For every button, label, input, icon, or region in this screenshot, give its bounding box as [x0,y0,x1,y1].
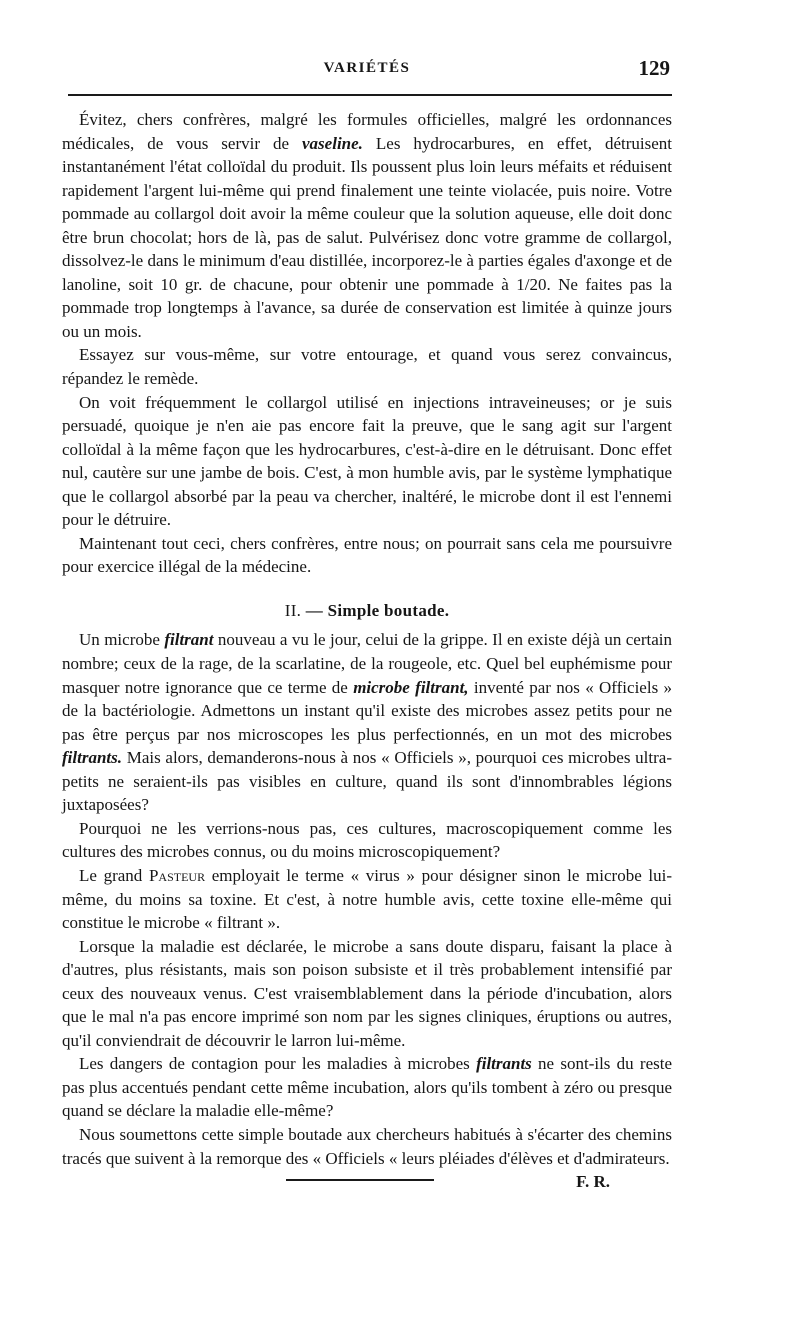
section-numeral: II. [284,600,302,620]
paragraph-text: Un microbe [79,630,165,650]
header-rule [68,94,672,96]
emphasis: vaseline. [302,133,363,153]
paragraph [62,628,672,816]
paragraph-text: Pourquoi ne les verrions-nous pas, ces cultures, macroscopiquement comme les cultures des microbes connus, ou du moins microscopiquement? [62,818,672,862]
section-title: — Simple boutade. [305,600,450,620]
paragraph [62,108,672,343]
emphasis: filtrants [476,1054,532,1074]
emphasis: filtrants. [62,748,122,768]
running-head: VARIÉTÉS [323,60,411,76]
paragraph-text: nouveau a vu le jour, celui de la grippe. Il en existe déjà un certain nombre; ceux de la rage, de la scarlatine, de la rougeole, etc. Quel bel euphémisme pour masquer notre ignorance que ce terme de [62,630,672,697]
section-heading [62,599,672,623]
paragraph-text: Évitez, chers confrères, malgré les formules officielles, malgré les ordonnances médicales, de vous servir de [62,110,672,153]
paragraph-text: employait le terme « virus » pour désigner sinon le microbe lui-même, du moins sa toxine. Et c'est, à notre humble avis, cette toxine elle-même qui constitue le microbe « filtrant ». [62,865,673,933]
paragraph [62,864,672,935]
page-number: 129 [638,56,670,80]
paragraph-text: Mais alors, demanderons-nous à nos « Officiels », pourquoi ces microbes ultra-petits ne seraient-ils pas visibles en culture, quand ils sont d'innombrables légions juxtaposées? [62,748,672,815]
paragraph-text: Les hydrocarbures, en effet, détruisent instantanément l'état colloïdal du produit. Ils poussent plus loin leurs méfaits et réduisent rapidement l'argent lui-même qui prend finalement une teinte violacée, puis noire. Votre pommade au collargol doit avoir la même couleur que la solution aqueuse, elle doit donc être brun chocolat; hors de là, pas de salut. Pulvérisez donc votre gramme de collargol, dissolvez-le dans le minimum d'eau distillée, incorporez-le à parties égales d'axonge et de lanoline, soit 10 gr. de chacune, pour obtenir une pommade à 1/20. Ne faites pas la pommade trop longtemps à l'avance, sa durée de conservation est limitée à quinze jours ou un mois. [62,133,672,341]
paragraph [62,935,672,1053]
paragraph [62,343,672,390]
article-body [62,108,672,1194]
paragraph [62,532,672,579]
paragraph-text: Le grand [79,865,149,885]
small-caps-name: Pasteur [148,865,206,885]
page-header [62,58,672,84]
emphasis: microbe filtrant, [353,677,469,697]
paragraph-text: Lorsque la maladie est déclarée, le microbe a sans doute disparu, faisant la place à d'autres, plus résistants, mais son poison subsiste et il très probablement intensifié par ceux des nouveaux venus. C'est vraisemblablement dans la période d'incubation, alors que le mal n'a pas encore imprimé son nom par les signes cliniques, éruptions ou autres, qu'il conviendrait de découvrir le larron lui-même. [62,936,672,1050]
emphasis: filtrant [164,630,214,650]
paragraph [62,1123,672,1192]
signature: F. R. [576,1172,610,1192]
paragraph-text: Les dangers de contagion pour les maladies à microbes [79,1054,477,1074]
paragraph-text: ne sont-ils du reste pas plus accentués pendant cette même incubation, alors qu'ils tombent à zéro ou presque quand se déclare la maladie elle-même? [62,1054,673,1121]
paragraph-text: inventé par nos « Officiels » de la bactériologie. Admettons un instant qu'il existe des microbes assez petits pour ne pas être perçus par nos microscopes les plus perfectionnés, en un mot des microbes [62,677,673,744]
end-rule [286,1179,434,1181]
paragraph-text: Essayez sur vous-même, sur votre entourage, et quand vous serez convaincus, répandez le remède. [62,345,672,389]
paragraph-text: Nous soumettons cette simple boutade aux chercheurs habitués à s'écarter des chemins tracés que suivent à la remorque des « Officiels « leurs pléiades d'élèves et d'admirateurs. [62,1124,672,1168]
paragraph-text: On voit fréquemment le collargol utilisé en injections intraveineuses; or je suis persuadé, quoique je n'en aie pas encore fait la preuve, que le sang agit sur l'argent colloïdal à la même façon que les hydrocarbures, c'est-à-dire en le détruisant. Donc effet nul, cautère sur une jambe de bois. C'est, à mon humble avis, par le système lymphatique que le collargol absorbé par la peau va chercher, inaltéré, le microbe dont il est l'ennemi pour le détruire. [62,392,672,530]
paragraph [62,391,672,532]
paragraph-text: Maintenant tout ceci, chers confrères, entre nous; on pourrait sans cela me poursuivre pour exercice illégal de la médecine. [62,533,672,577]
paragraph [62,1052,672,1123]
paragraph [62,817,672,864]
